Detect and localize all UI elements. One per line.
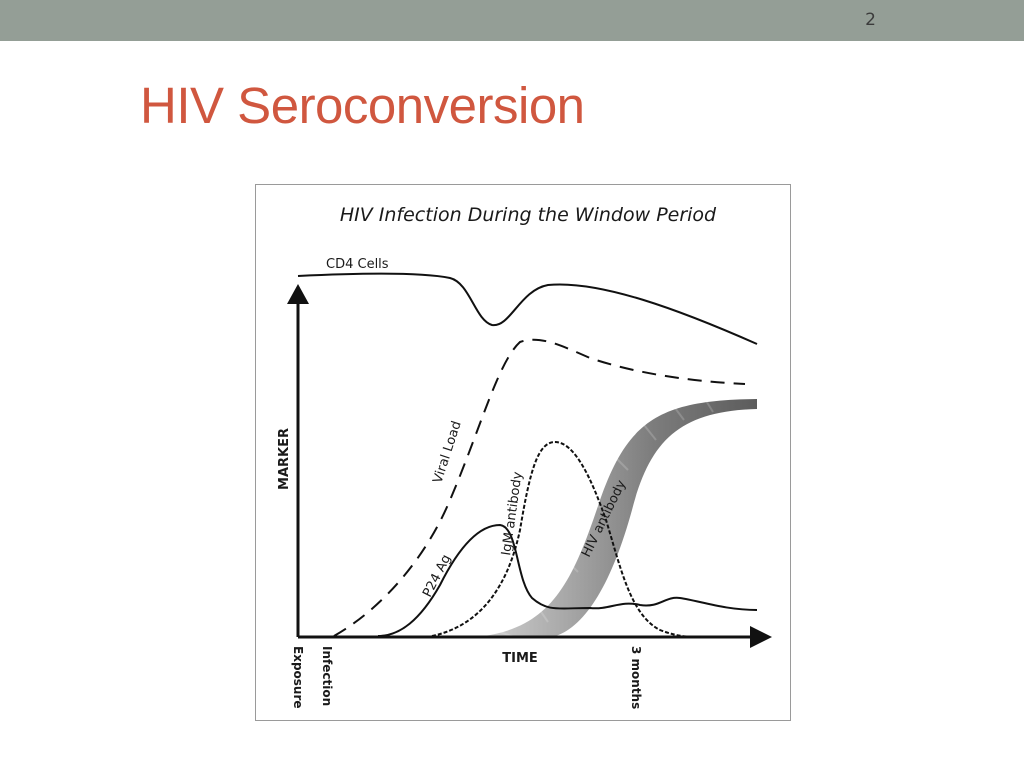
header-bar xyxy=(0,0,1024,41)
slide-title: HIV Seroconversion xyxy=(140,77,585,134)
viral-load-label: Viral Load xyxy=(430,419,465,486)
x-marker-exposure: Exposure xyxy=(291,646,305,709)
x-axis-label: TIME xyxy=(502,651,538,666)
cd4-cells-label: CD4 Cells xyxy=(326,257,389,272)
p24-antigen-label: P24 Ag xyxy=(420,552,455,600)
window-period-figure xyxy=(255,184,791,721)
y-axis-arrow xyxy=(287,284,309,304)
y-axis-label: MARKER xyxy=(277,428,292,490)
igm-antibody-label: IgM antibody xyxy=(499,470,526,557)
viral-load-curve xyxy=(334,340,745,636)
figure-title: HIV Infection During the Window Period xyxy=(339,204,717,226)
x-axis-arrow xyxy=(750,626,772,648)
x-marker-3-months: 3 months xyxy=(629,646,643,710)
cd4-cells-curve xyxy=(298,274,757,344)
x-marker-infection: Infection xyxy=(320,646,334,707)
slide-number: 2 xyxy=(865,10,876,30)
hiv-antibody-label: HIV antibody xyxy=(579,477,630,560)
window-period-diagram xyxy=(255,184,791,721)
